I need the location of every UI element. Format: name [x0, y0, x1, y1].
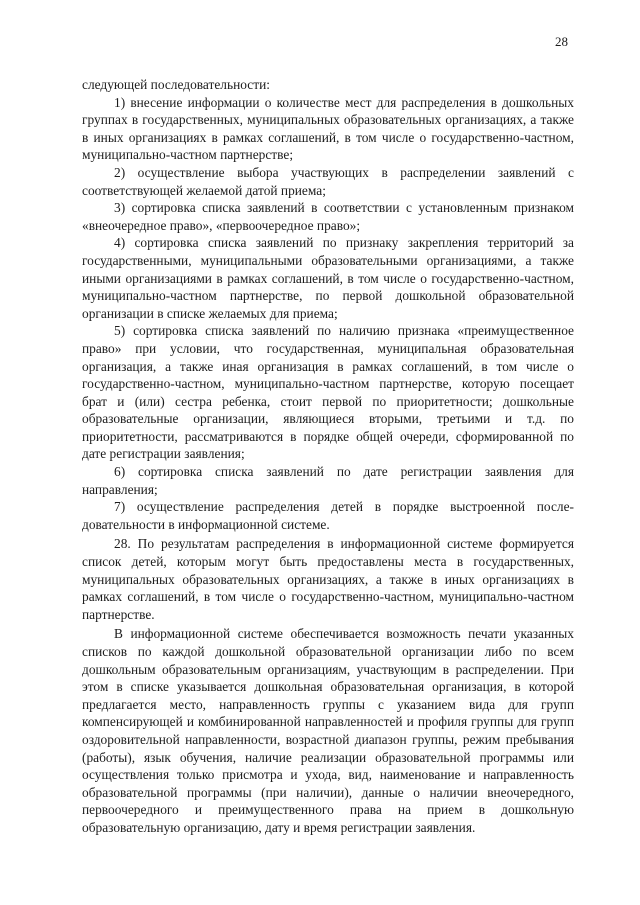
paragraph-item-3: 3) сортировка списка заявлений в соответствии с установленным признаком «внеочередное право», «первоочередное право»; — [82, 200, 574, 233]
paragraph-intro: следующей последовательности: — [82, 77, 270, 92]
paragraph-section-28: 28. По результатам распределения в информационной системе формируется список детей, которым могут быть предоставлены места в государственных, муниципальных образовательных организациях, а также в иных организациях в рамках соглашений, в том числе о государственно-частном, муниципально-частном партнерстве. — [82, 536, 574, 622]
paragraph-item-2: 2) осуществление выбора участвующих в распределении заявлений с соответствующей желаемой датой приема; — [82, 164, 574, 198]
paragraph-item-5: 5) сортировка списка заявлений по наличию признака «преимущественное право» при условии, что государственная, муниципальная образовательная организация, а также иная организация в рамках соглашений, в том числе о государственно-частном, муниципально-частном партнерстве, которую посещает брат и (или) сестра ребенка, стоит первой по приоритетности; дошкольные образовательные организации, являющиеся вторыми, третьими и т.д. по приоритетности, рассматриваются в порядке общей очереди, сформированной по дате регистрации заявления; — [82, 323, 574, 462]
paragraph-item-1: 1) внесение информации о количестве мест для распределения в дошкольных группах в государственных, муниципальных образовательных организациях, а также в иных организациях в рамках соглашений, в том числе о государственно-частном, муниципально-частном партнерстве; — [82, 94, 574, 163]
page-number: 28 — [555, 34, 568, 49]
paragraph-printing: В информационной системе обеспечивается возможность печати указанных списков по каждой дошкольной образовательной организации либо по всем дошкольным образовательным организациям, участвующим в распределении. При этом в списке указывается дошкольная образовательная организация, в которой предлагается место, направленность группы с указанием вида для групп компенсирующей и комбинированной направленностей и профиля группы для групп оздоровительной направленности, возрастной диапазон группы, режим пребывания (работы), язык обучения, наличие реализации образовательной программы или осуществления только присмотра и ухода, вид, наименование и направленность образовательной программы (при наличии), данные о наличии внеочередного, первоочередного и преимущественного права на прием в дошкольную образовательную организацию, дату и время регистрации заявления. — [82, 626, 574, 835]
paragraph-item-7: 7) осуществление распределения детей в порядке выстроенной последовательности в информационной системе. — [82, 499, 574, 532]
paragraph-item-6: 6) сортировка списка заявлений по дате регистрации заявления для направления; — [82, 464, 574, 497]
paragraph-item-4: 4) сортировка списка заявлений по признаку закрепления территорий за государственными, муниципальными образовательными организациями, а также иными организациями в рамках соглашений, в том числе о государственно-частном, муниципально-частном партнерстве, по первой дошкольной образовательной организации в списке желаемых для приема; — [82, 235, 574, 321]
document-body — [82, 76, 574, 837]
